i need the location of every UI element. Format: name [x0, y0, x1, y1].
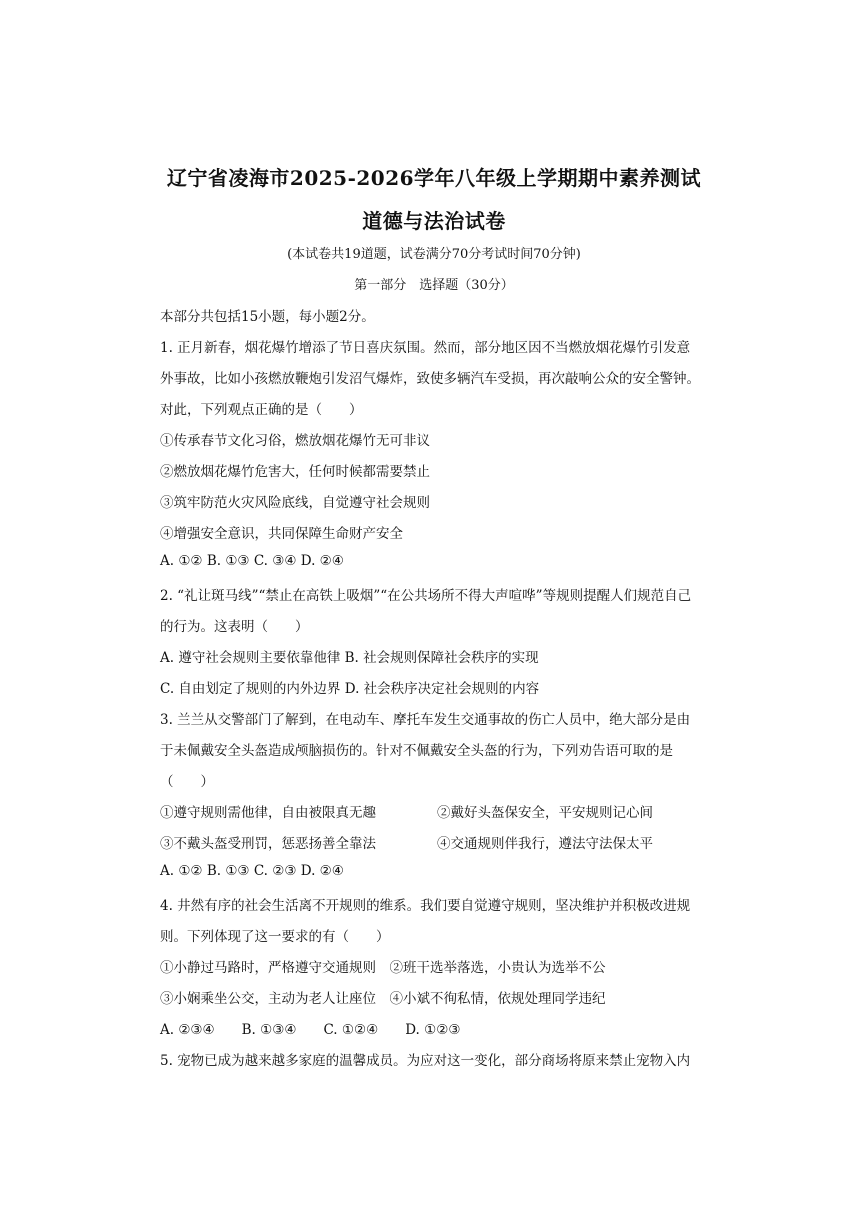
- q1-option-3: ③筑牢防范火灾风险底线，自觉遵守社会规则: [160, 495, 430, 511]
- q2-stem-line1: 2. “礼让斑马线”“禁止在高铁上吸烟”“在公共场所不得大声喧哗”等规则提醒人们规范自己: [160, 588, 692, 604]
- q3-stem-line3: （ ）: [160, 774, 214, 790]
- section-instruction: 本部分共包括15小题，每小题2分。: [160, 309, 375, 325]
- q2-choices-ab: A. 遵守社会规则主要依靠他律 B. 社会规则保障社会秩序的实现: [160, 650, 539, 666]
- q4-stem-line1: 4. 井然有序的社会生活离不开规则的维系。我们要自觉遵守规则，坚决维护并积极改进规: [160, 898, 691, 914]
- q4-options-12: ①小静过马路时，严格遵守交通规则 ②班干选举落选，小贵认为选举不公: [160, 960, 606, 976]
- q3-stem-line1: 3. 兰兰从交警部门了解到，在电动车、摩托车发生交通事故的伤亡人员中，绝大部分是由: [160, 712, 691, 728]
- q1-option-1: ①传承春节文化习俗，燃放烟花爆竹无可非议: [160, 433, 430, 449]
- q2-choices-cd: C. 自由划定了规则的内外边界 D. 社会秩序决定社会规则的内容: [160, 681, 540, 697]
- q1-stem-line3: 对此，下列观点正确的是（ ）: [160, 402, 363, 418]
- section-heading: 第一部分 选择题（30分）: [354, 278, 514, 293]
- q1-stem-line1: 1. 正月新春，烟花爆竹增添了节日喜庆氛围。然而，部分地区因不当燃放烟花爆竹引发意: [160, 340, 691, 356]
- q1-option-2: ②燃放烟花爆竹危害大，任何时候都需要禁止: [160, 464, 430, 480]
- q4-answer-choices: A. ②③④ B. ①③④ C. ①②④ D. ①②③: [160, 1022, 461, 1038]
- q3-option-3: ③不戴头盔受刑罚，惩恶扬善全靠法: [160, 836, 376, 852]
- exam-title: 辽宁省凌海市2025-2026学年八年级上学期期中素养测试: [166, 166, 702, 190]
- q3-option-1: ①遵守规则需他律，自由被限真无趣: [160, 805, 376, 821]
- q1-option-4: ④增强安全意识，共同保障生命财产安全: [160, 526, 403, 542]
- q1-stem-line2: 外事故，比如小孩燃放鞭炮引发沼气爆炸，致使多辆汽车受损，再次敲响公众的安全警钟。: [160, 371, 700, 387]
- q4-options-34: ③小娴乘坐公交，主动为老人让座位 ④小斌不徇私情，依规处理同学违纪: [160, 991, 606, 1007]
- q5-stem-line1: 5. 宠物已成为越来越多家庭的温馨成员。为应对这一变化，部分商场将原来禁止宠物入内: [160, 1053, 691, 1069]
- q2-stem-line2: 的行为。这表明（ ）: [160, 619, 309, 635]
- q4-stem-line2: 则。下列体现了这一要求的有（ ）: [160, 929, 390, 945]
- q3-option-4: ④交通规则伴我行，遵法守法保太平: [437, 836, 653, 852]
- q1-answer-choices: A. ①② B. ①③ C. ③④ D. ②④: [160, 553, 344, 569]
- q3-option-2: ②戴好头盔保安全，平安规则记心间: [437, 805, 653, 821]
- q3-answer-choices: A. ①② B. ①③ C. ②③ D. ②④: [160, 863, 344, 879]
- exam-note: (本试卷共19道题，试卷满分70分考试时间70分钟): [287, 247, 581, 262]
- exam-subtitle: 道德与法治试卷: [362, 209, 506, 233]
- q3-stem-line2: 于未佩戴安全头盔造成颅脑损伤的。针对不佩戴安全头盔的行为，下列劝告语可取的是: [160, 743, 673, 759]
